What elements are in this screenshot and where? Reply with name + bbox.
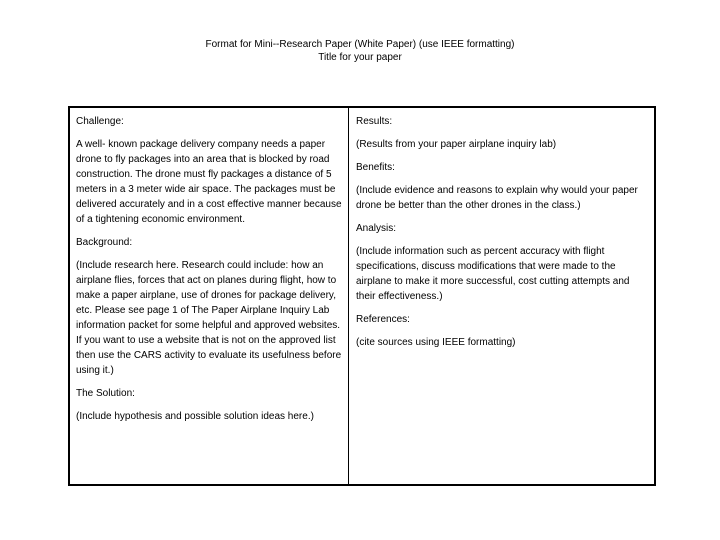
column-divider bbox=[348, 108, 349, 484]
format-title: Format for Mini--Research Paper (White Paper) (use IEEE formatting) bbox=[205, 39, 515, 50]
challenge-heading: Challenge: bbox=[76, 116, 124, 127]
solution-heading: The Solution: bbox=[76, 388, 135, 399]
results-text: (Results from your paper airplane inquiry lab) bbox=[356, 139, 557, 150]
right-column bbox=[356, 114, 648, 358]
left-column bbox=[76, 114, 342, 432]
benefits-text: (Include evidence and reasons to explain why would your paper drone be better than the other drones in the class.) bbox=[356, 185, 638, 211]
benefits-heading: Benefits: bbox=[356, 162, 395, 173]
background-heading: Background: bbox=[76, 237, 133, 248]
references-text: (cite sources using IEEE formatting) bbox=[356, 337, 516, 348]
analysis-text: (Include information such as percent accuracy with flight specifications, discuss modifications that were made to the airplane to make it more successful, cost cutting attempts and their effectiveness.) bbox=[356, 246, 630, 302]
solution-text: (Include hypothesis and possible solution ideas here.) bbox=[76, 411, 314, 422]
template-table bbox=[68, 106, 656, 486]
paper-title-placeholder: Title for your paper bbox=[318, 52, 402, 63]
challenge-text: A well- known package delivery company needs a paper drone to fly packages into an area that is blocked by road construction. The drone must fly packages a distance of 5 meters in a 3 meter wide air space. The packages must be delivered accurately and in a cost effective manner because of a tightening economic environment. bbox=[76, 139, 342, 225]
references-heading: References: bbox=[356, 314, 410, 325]
document-header bbox=[0, 38, 720, 64]
results-heading: Results: bbox=[356, 116, 393, 127]
background-text: (Include research here. Research could include: how an airplane flies, forces that act on planes during flight, how to make a paper airplane, use of drones for package delivery, etc. Please see page 1 of The Paper Airplane Inquiry Lab information packet for some helpful and approved websites. If you want to use a website that is not on the approved list then use the CARS activity to evaluate its usefulness before using it.) bbox=[76, 260, 342, 376]
analysis-heading: Analysis: bbox=[356, 223, 397, 234]
